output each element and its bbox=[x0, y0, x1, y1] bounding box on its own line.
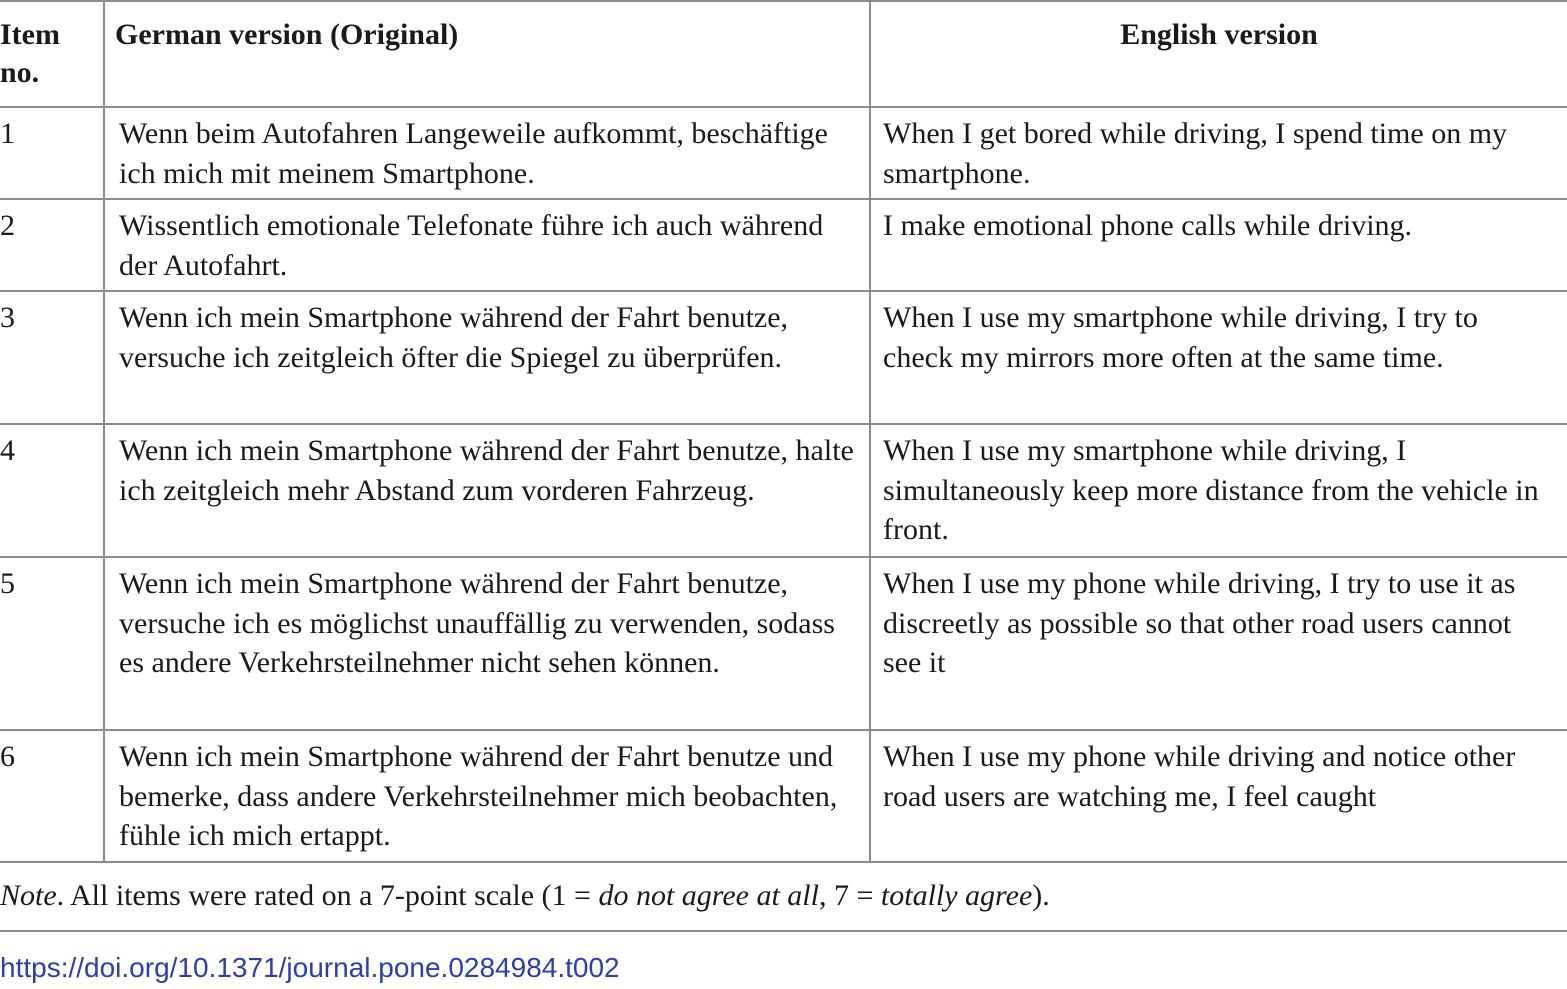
german-item-text: Wenn beim Autofahren Langeweile aufkommt, beschäftige ich mich mit meinem Smartphone. bbox=[104, 107, 870, 199]
table-header-row bbox=[0, 1, 1567, 107]
german-item-text: Wenn ich mein Smartphone während der Fahrt benutze und bemerke, dass andere Verkehrsteilnehmer mich beobachten, fühle ich mich ertappt. bbox=[104, 730, 870, 862]
header-english-version: English version bbox=[870, 1, 1567, 107]
note-low-anchor: do not agree at all bbox=[598, 879, 819, 912]
note-text: ). bbox=[1032, 879, 1050, 912]
english-item-text: I make emotional phone calls while driving. bbox=[870, 199, 1567, 291]
english-item-text: When I use my smartphone while driving, I try to check my mirrors more often at the same time. bbox=[870, 291, 1567, 424]
table-row bbox=[0, 291, 1567, 424]
note-text: , 7 = bbox=[818, 879, 881, 912]
german-item-text: Wenn ich mein Smartphone während der Fahrt benutze, versuche ich zeitgleich öfter die Spiegel zu überprüfen. bbox=[104, 291, 870, 424]
german-item-text: Wissentlich emotionale Telefonate führe ich auch während der Autofahrt. bbox=[104, 199, 870, 291]
header-german-version: German version (Original) bbox=[104, 1, 870, 107]
note-text: . All items were rated on a 7-point scale (1 = bbox=[56, 879, 599, 912]
german-item-text: Wenn ich mein Smartphone während der Fahrt benutze, versuche ich es möglichst unauffällig zu verwenden, sodass es andere Verkehrsteilnehmer nicht sehen können. bbox=[104, 557, 870, 730]
table-note bbox=[0, 876, 1567, 916]
footer-divider bbox=[0, 930, 1567, 932]
table-row bbox=[0, 107, 1567, 199]
table-row bbox=[0, 557, 1567, 730]
header-item-no: Item no. bbox=[0, 1, 104, 107]
item-number: 2 bbox=[0, 199, 104, 291]
table-row bbox=[0, 730, 1567, 862]
english-item-text: When I get bored while driving, I spend time on my smartphone. bbox=[870, 107, 1567, 199]
doi-link[interactable]: https://doi.org/10.1371/journal.pone.0284984.t002 bbox=[0, 952, 620, 983]
english-item-text: When I use my smartphone while driving, I simultaneously keep more distance from the vehicle in front. bbox=[870, 424, 1567, 557]
item-number: 1 bbox=[0, 107, 104, 199]
english-item-text: When I use my phone while driving and notice other road users are watching me, I feel caught bbox=[870, 730, 1567, 862]
german-item-text: Wenn ich mein Smartphone während der Fahrt benutze, halte ich zeitgleich mehr Abstand zum vorderen Fahrzeug. bbox=[104, 424, 870, 557]
note-high-anchor: totally agree bbox=[880, 879, 1033, 912]
english-item-text: When I use my phone while driving, I try to use it as discreetly as possible so that other road users cannot see it bbox=[870, 557, 1567, 730]
table-row bbox=[0, 199, 1567, 291]
item-number: 3 bbox=[0, 291, 104, 424]
item-number: 4 bbox=[0, 424, 104, 557]
item-number: 6 bbox=[0, 730, 104, 862]
table-row bbox=[0, 424, 1567, 557]
item-number: 5 bbox=[0, 557, 104, 730]
note-label: Note bbox=[0, 879, 57, 912]
